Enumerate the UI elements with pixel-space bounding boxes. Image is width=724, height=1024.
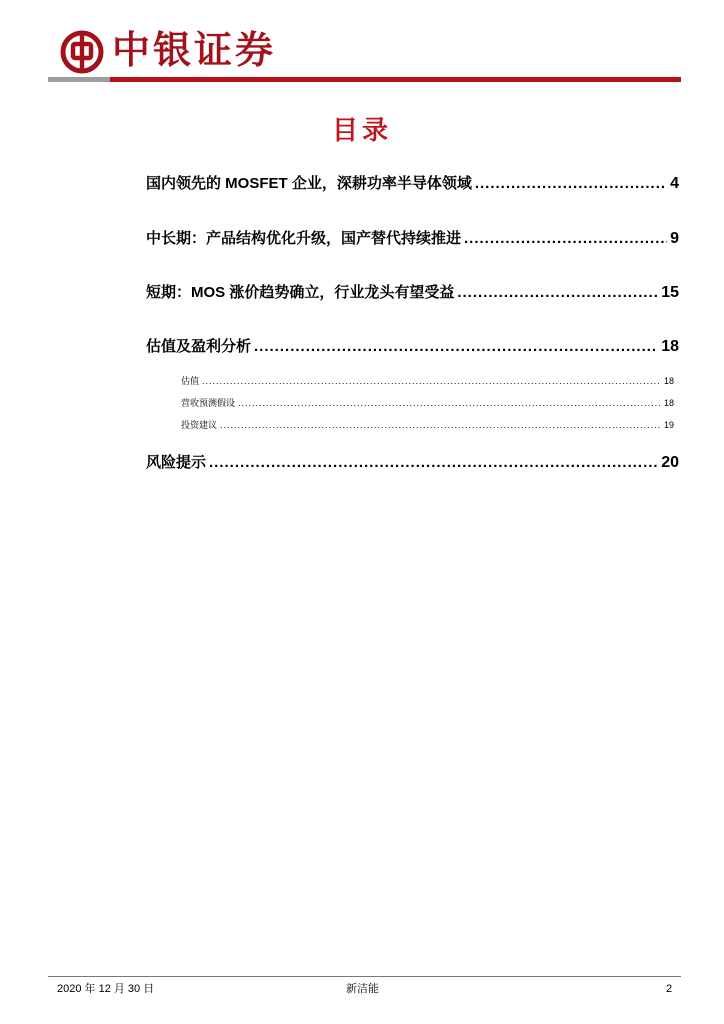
footer-page-number: 2: [666, 983, 673, 995]
toc-subentry-label: 投资建议: [181, 420, 218, 430]
toc-entry-label: 风险提示: [146, 454, 207, 471]
toc-subentry[interactable]: [181, 418, 674, 432]
toc-entry-page: 15: [661, 284, 679, 301]
toc-leader-dots: [457, 282, 658, 304]
toc-leader-dots: [254, 336, 658, 358]
toc-entry[interactable]: [146, 336, 679, 358]
toc-entry-page: 18: [661, 338, 679, 355]
toc-entry-label: 中长期：产品结构优化升级，国产替代持续推进: [146, 230, 462, 247]
toc-subentry-page: 19: [663, 420, 674, 430]
toc-entry-label: 短期：MOS 涨价趋势确立，行业龙头有望受益: [146, 284, 455, 301]
header-rule-red: [110, 77, 681, 82]
toc-subentry-label: 营收预测假设: [181, 398, 236, 408]
toc-leader-dots: [209, 452, 658, 474]
toc-entry-page: 4: [670, 175, 679, 192]
toc-subentry-label: 估值: [181, 376, 200, 386]
header-rule-gray: [48, 77, 110, 82]
footer-date: 2020 年 12 月 30 日: [57, 983, 155, 995]
toc-leader-dots: [220, 418, 661, 432]
toc-entry-label: 国内领先的 MOSFET 企业，深耕功率半导体领域: [146, 175, 472, 192]
toc-entry[interactable]: [146, 173, 679, 195]
toc-subentry[interactable]: [181, 396, 674, 410]
toc-entry-label: 估值及盈利分析: [146, 338, 252, 355]
brand-name: 中银证券: [112, 27, 277, 72]
toc-entry[interactable]: [146, 282, 679, 304]
toc-leader-dots: [464, 228, 667, 250]
toc-subentry[interactable]: [181, 374, 674, 388]
toc-leader-dots: [238, 396, 661, 410]
toc-entry[interactable]: [146, 228, 679, 250]
toc-title: 目录: [331, 116, 392, 146]
toc-subentry-page: 18: [663, 376, 674, 386]
toc-leader-dots: [202, 374, 661, 388]
page-header: [0, 0, 724, 86]
toc-entry[interactable]: [146, 452, 679, 474]
toc-entry-page: 9: [670, 230, 679, 247]
footer-rule: [48, 976, 681, 977]
toc-subentry-page: 18: [663, 398, 674, 408]
toc-leader-dots: [475, 173, 667, 195]
footer-company: 新洁能: [346, 983, 379, 995]
bank-of-china-logo-icon: [60, 30, 104, 74]
toc-entry-page: 20: [661, 454, 679, 471]
